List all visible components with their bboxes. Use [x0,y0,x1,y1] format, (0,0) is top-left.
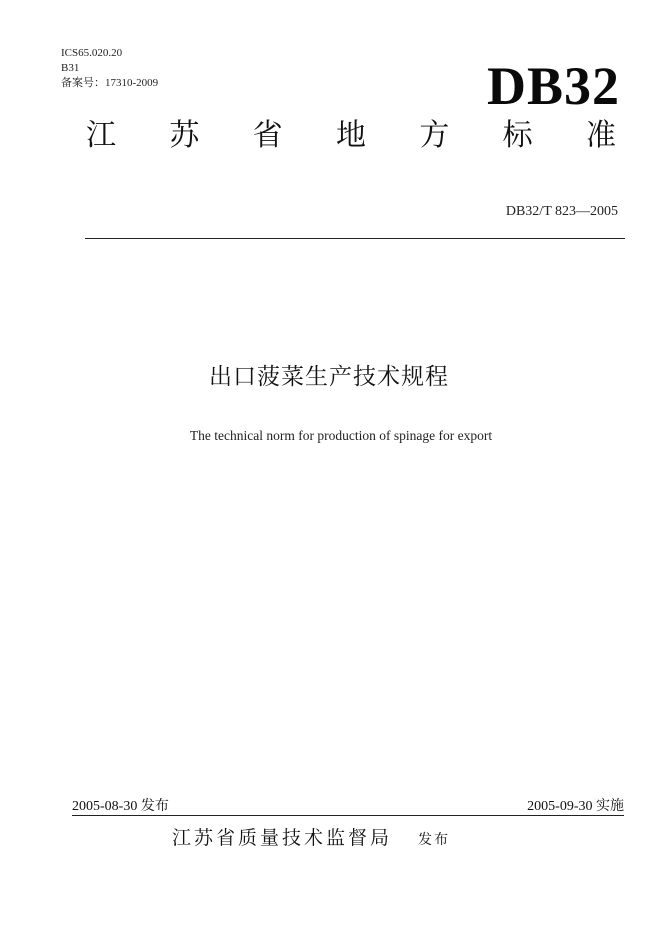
filing-number: 备案号：17310-2009 [61,77,159,89]
document-title-cn: 出口菠菜生产技术规程 [209,364,449,390]
db-code: DB32 [486,56,620,116]
publisher-name: 江苏省质量技术监督局 [172,827,393,849]
ccs-code: B31 [61,62,80,74]
title-char: 方 [419,118,450,153]
publish-label: 发布 [418,832,451,848]
title-char: 地 [335,118,366,153]
top-divider [85,238,625,239]
title-char: 省 [252,118,283,153]
date-row [72,795,624,815]
ics-code: ICS65.020.20 [61,47,123,59]
document-title-en: The technical norm for production of spinage for export [189,428,493,443]
standard-number: DB32/T 823—2005 [505,204,618,219]
issue-date: 2005-08-30 发布 [72,799,169,814]
title-char: 苏 [169,118,200,153]
title-char: 江 [86,118,116,153]
classification-block [61,46,158,91]
standard-type-title [86,118,616,154]
implement-date: 2005-09-30 实施 [527,799,624,814]
publisher-row [172,823,450,850]
title-char: 标 [502,118,533,153]
title-char: 准 [585,118,616,153]
bottom-divider [72,815,624,816]
